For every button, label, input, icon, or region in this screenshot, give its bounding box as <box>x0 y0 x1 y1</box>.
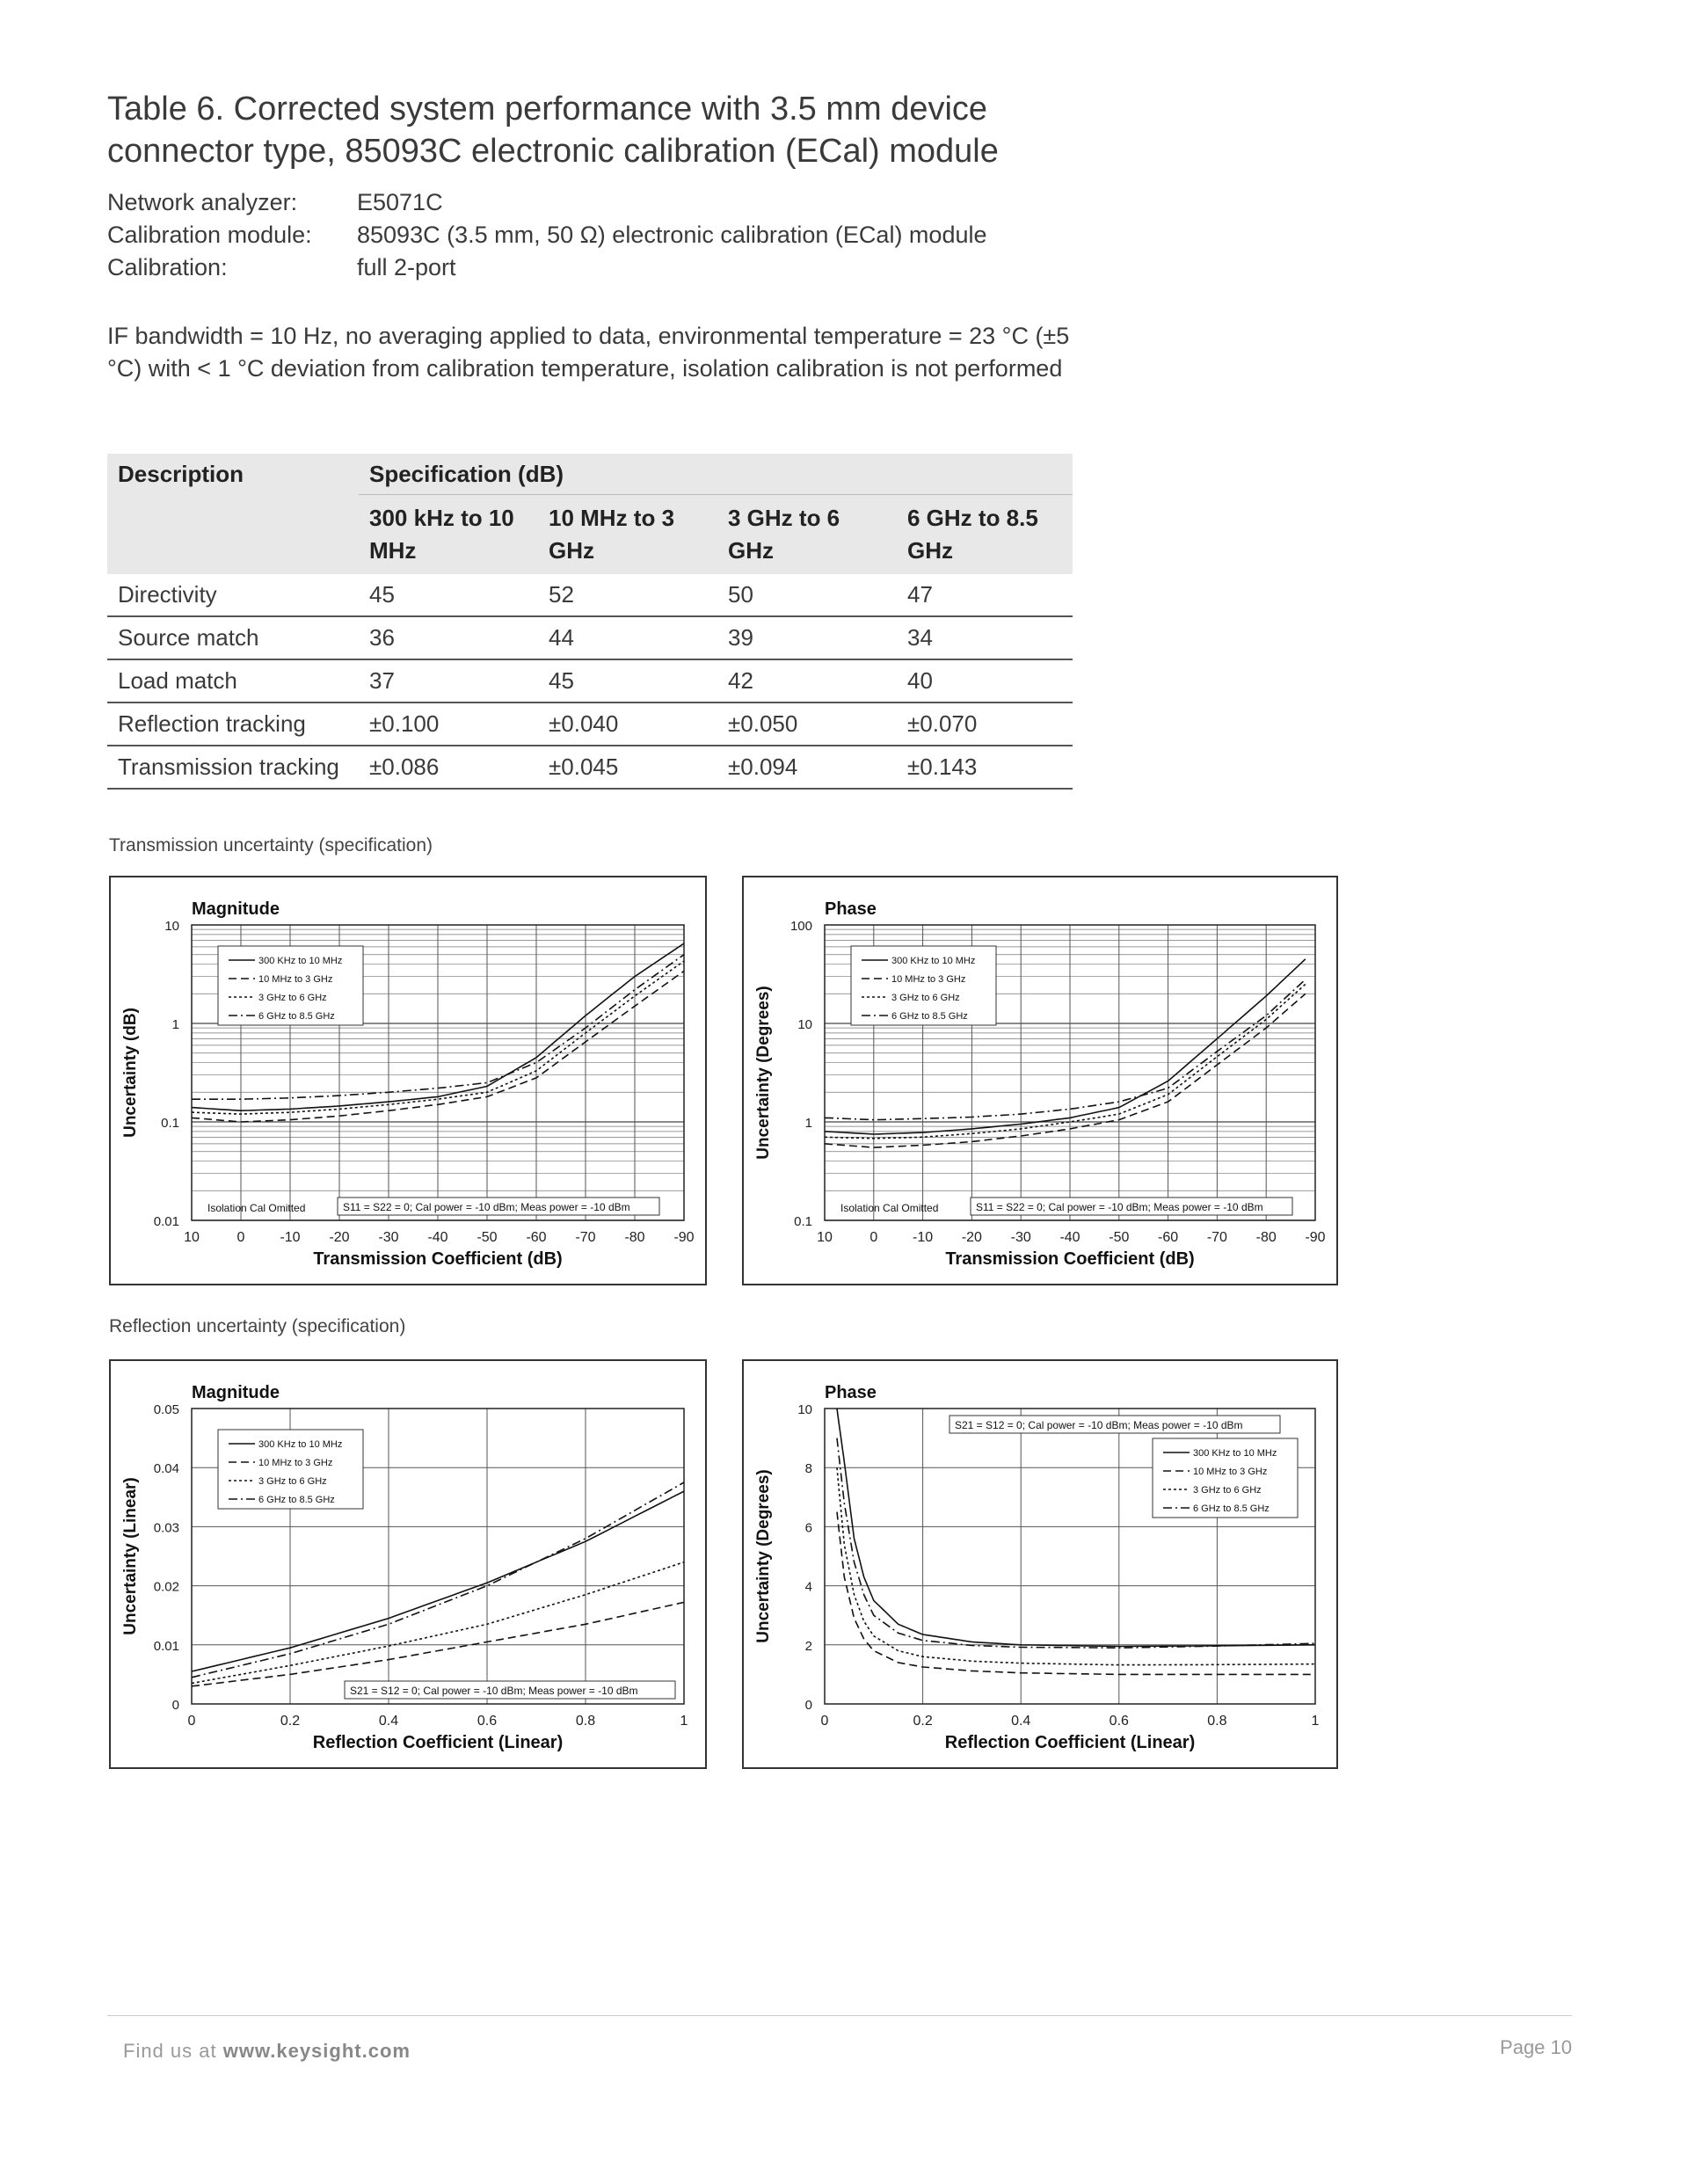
annotation-text: S11 = S22 = 0; Cal power = -10 dBm; Meas power = -10 dBm <box>343 1201 630 1213</box>
x-axis-label: Reflection Coefficient (Linear) <box>944 1733 1196 1752</box>
chart-title: Magnitude <box>192 1383 280 1402</box>
legend-entry: 10 MHz to 3 GHz <box>1193 1467 1268 1477</box>
table-row <box>107 703 1073 746</box>
setup-key: Network analyzer: <box>107 189 298 215</box>
x-tick-label: 0.4 <box>378 1714 399 1729</box>
table-row <box>107 574 1073 616</box>
cell: 50 <box>717 574 897 616</box>
y-tick-label: 10 <box>797 1017 812 1032</box>
annotation-text: S21 = S12 = 0; Cal power = -10 dBm; Meas power = -10 dBm <box>350 1685 638 1697</box>
cell: ±0.050 <box>717 703 897 746</box>
x-tick-label: -90 <box>673 1230 695 1245</box>
x-axis-label: Reflection Coefficient (Linear) <box>312 1733 564 1752</box>
x-tick-label: -80 <box>624 1230 645 1245</box>
table-row <box>107 659 1073 703</box>
x-tick-label: -40 <box>427 1230 448 1245</box>
x-tick-label: -90 <box>1305 1230 1326 1245</box>
legend-entry: 6 GHz to 8.5 GHz <box>1193 1503 1270 1514</box>
setup-row-calibration <box>107 251 987 284</box>
cell: 37 <box>359 659 538 703</box>
legend <box>218 1430 363 1509</box>
y-tick-label: 6 <box>804 1520 812 1536</box>
row-label: Transmission tracking <box>107 746 359 789</box>
x-tick-label: -80 <box>1255 1230 1277 1245</box>
y-tick-label: 1 <box>804 1116 812 1131</box>
legend-entry: 300 KHz to 10 MHz <box>258 956 343 966</box>
cell: ±0.045 <box>538 746 717 789</box>
footer-divider <box>107 2015 1572 2016</box>
table-row <box>107 746 1073 789</box>
row-label: Source match <box>107 616 359 659</box>
y-axis-label: Uncertainty (Linear) <box>121 1477 140 1635</box>
cell: 40 <box>897 659 1073 703</box>
y-tick-label: 0.1 <box>161 1116 179 1131</box>
setup-row-module <box>107 219 987 251</box>
legend-entry: 6 GHz to 8.5 GHz <box>258 1495 335 1505</box>
y-tick-label: 0 <box>804 1698 812 1713</box>
setup-value: E5071C <box>357 189 443 215</box>
row-label: Directivity <box>107 574 359 616</box>
cell: 45 <box>538 659 717 703</box>
setup-row-analyzer <box>107 186 987 219</box>
chart-frame <box>110 877 706 1285</box>
cell: ±0.070 <box>897 703 1073 746</box>
table-row <box>107 616 1073 659</box>
header-range: 300 kHz to 10 MHz <box>359 495 538 575</box>
x-axis-label: Transmission Coefficient (dB) <box>313 1249 563 1269</box>
legend-entry: 300 KHz to 10 MHz <box>1193 1448 1277 1459</box>
row-label: Reflection tracking <box>107 703 359 746</box>
legend <box>1153 1438 1298 1518</box>
setup-info <box>107 186 987 284</box>
y-tick-label: 100 <box>789 919 812 934</box>
x-tick-label: 0.4 <box>1011 1714 1031 1729</box>
y-tick-label: 0.01 <box>153 1214 179 1229</box>
chart-transmission-magnitude <box>109 876 707 1285</box>
x-tick-label: -30 <box>1010 1230 1031 1245</box>
header-range: 6 GHz to 8.5 GHz <box>897 495 1073 575</box>
legend-entry: 10 MHz to 3 GHz <box>258 1458 333 1468</box>
cell: 34 <box>897 616 1073 659</box>
x-tick-label: 1 <box>1311 1714 1320 1729</box>
header-range: 10 MHz to 3 GHz <box>538 495 717 575</box>
setup-value: full 2-port <box>357 254 456 280</box>
header-blank <box>107 495 359 575</box>
legend-entry: 10 MHz to 3 GHz <box>258 974 333 985</box>
cell: 42 <box>717 659 897 703</box>
footer-prefix: Find us at <box>123 2040 223 2062</box>
header-range: 3 GHz to 6 GHz <box>717 495 897 575</box>
footer-site-link[interactable]: www.keysight.com <box>222 2040 411 2062</box>
x-tick-label: 0 <box>820 1714 829 1729</box>
cell: 39 <box>717 616 897 659</box>
cell: 47 <box>897 574 1073 616</box>
legend-entry: 3 GHz to 6 GHz <box>1193 1485 1262 1496</box>
legend <box>218 946 363 1025</box>
x-tick-label: 10 <box>184 1230 200 1245</box>
y-tick-label: 1 <box>171 1017 179 1032</box>
x-tick-label: 0.2 <box>280 1714 301 1729</box>
chart-reflection-phase <box>742 1359 1338 1769</box>
caption-transmission: Transmission uncertainty (specification) <box>109 835 433 855</box>
legend-entry: 3 GHz to 6 GHz <box>258 1476 327 1487</box>
legend-entry: 300 KHz to 10 MHz <box>258 1439 343 1450</box>
x-tick-label: 10 <box>817 1230 833 1245</box>
y-tick-label: 8 <box>804 1461 812 1477</box>
legend-entry: 6 GHz to 8.5 GHz <box>891 1011 968 1022</box>
y-tick-label: 0.05 <box>153 1402 179 1417</box>
chart-title: Magnitude <box>192 899 280 919</box>
header-description: Description <box>107 454 359 495</box>
x-tick-label: -20 <box>329 1230 350 1245</box>
setup-key: Calibration module: <box>107 222 312 248</box>
x-tick-label: -60 <box>1158 1230 1179 1245</box>
y-axis-label: Uncertainty (Degrees) <box>754 986 773 1160</box>
x-tick-label: -10 <box>913 1230 934 1245</box>
y-tick-label: 0.03 <box>153 1520 179 1536</box>
x-tick-label: 1 <box>680 1714 688 1729</box>
legend-entry: 6 GHz to 8.5 GHz <box>258 1011 335 1022</box>
x-tick-label: -50 <box>1109 1230 1130 1245</box>
legend-entry: 3 GHz to 6 GHz <box>258 993 327 1003</box>
x-tick-label: 0.2 <box>913 1714 933 1729</box>
row-label: Load match <box>107 659 359 703</box>
x-tick-label: 0.8 <box>1207 1714 1227 1729</box>
y-tick-label: 0 <box>171 1698 179 1713</box>
cell: ±0.100 <box>359 703 538 746</box>
x-tick-label: -70 <box>575 1230 596 1245</box>
cell: 44 <box>538 616 717 659</box>
chart-transmission-phase <box>742 876 1338 1285</box>
chart-frame <box>743 877 1337 1285</box>
cell: 45 <box>359 574 538 616</box>
y-tick-label: 0.04 <box>153 1461 179 1477</box>
footer-find-us <box>123 2040 411 2063</box>
setup-key: Calibration: <box>107 254 228 280</box>
chart-title: Phase <box>825 899 877 919</box>
cell: ±0.086 <box>359 746 538 789</box>
x-tick-label: 0.6 <box>1109 1714 1129 1729</box>
page-title: Table 6. Corrected system performance with 3.5 mm device connector type, 85093C electronic calibration (ECal) module <box>107 91 999 170</box>
setup-value: 85093C (3.5 mm, 50 Ω) electronic calibration (ECal) module <box>357 222 987 248</box>
y-tick-label: 0.1 <box>794 1214 812 1229</box>
x-tick-label: -70 <box>1206 1230 1227 1245</box>
x-tick-label: -20 <box>961 1230 982 1245</box>
legend <box>851 946 996 1025</box>
cell: 52 <box>538 574 717 616</box>
y-tick-label: 10 <box>797 1402 812 1417</box>
x-tick-label: 0.6 <box>477 1714 498 1729</box>
measurement-conditions: IF bandwidth = 10 Hz, no averaging applied to data, environmental temperature = 23 °C (±5 °C) with < 1 °C deviation from calibration temperature, isolation calibration is not performed <box>107 323 1070 382</box>
caption-reflection: Reflection uncertainty (specification) <box>109 1316 406 1336</box>
cell: ±0.143 <box>897 746 1073 789</box>
x-tick-label: 0.8 <box>575 1714 596 1729</box>
x-tick-label: -40 <box>1059 1230 1080 1245</box>
annotation-text: Isolation Cal Omitted <box>840 1202 939 1214</box>
y-tick-label: 0.02 <box>153 1579 179 1595</box>
x-tick-label: 0 <box>187 1714 196 1729</box>
annotation-text: Isolation Cal Omitted <box>207 1202 306 1214</box>
x-tick-label: -30 <box>378 1230 399 1245</box>
y-tick-label: 4 <box>804 1579 812 1595</box>
y-tick-label: 0.01 <box>153 1638 179 1654</box>
x-tick-label: -10 <box>280 1230 301 1245</box>
cell: ±0.040 <box>538 703 717 746</box>
y-axis-label: Uncertainty (Degrees) <box>754 1469 773 1643</box>
y-tick-label: 2 <box>804 1638 812 1654</box>
annotation-text: S21 = S12 = 0; Cal power = -10 dBm; Meas power = -10 dBm <box>955 1419 1243 1431</box>
spec-table <box>107 454 1073 790</box>
chart-frame <box>110 1360 706 1768</box>
x-tick-label: -50 <box>477 1230 498 1245</box>
page-number: Page 10 <box>1500 2036 1572 2058</box>
y-axis-label: Uncertainty (dB) <box>121 1008 140 1138</box>
header-specification: Specification (dB) <box>359 454 1073 495</box>
legend-entry: 3 GHz to 6 GHz <box>891 993 960 1003</box>
chart-reflection-magnitude <box>109 1359 707 1769</box>
chart-title: Phase <box>825 1383 877 1402</box>
y-tick-label: 10 <box>164 919 179 934</box>
x-tick-label: 0 <box>236 1230 245 1245</box>
annotation-text: S11 = S22 = 0; Cal power = -10 dBm; Meas power = -10 dBm <box>976 1201 1263 1213</box>
x-axis-label: Transmission Coefficient (dB) <box>945 1249 1195 1269</box>
cell: 36 <box>359 616 538 659</box>
cell: ±0.094 <box>717 746 897 789</box>
legend-entry: 300 KHz to 10 MHz <box>891 956 976 966</box>
x-tick-label: -60 <box>526 1230 547 1245</box>
x-tick-label: 0 <box>869 1230 878 1245</box>
legend-entry: 10 MHz to 3 GHz <box>891 974 966 985</box>
